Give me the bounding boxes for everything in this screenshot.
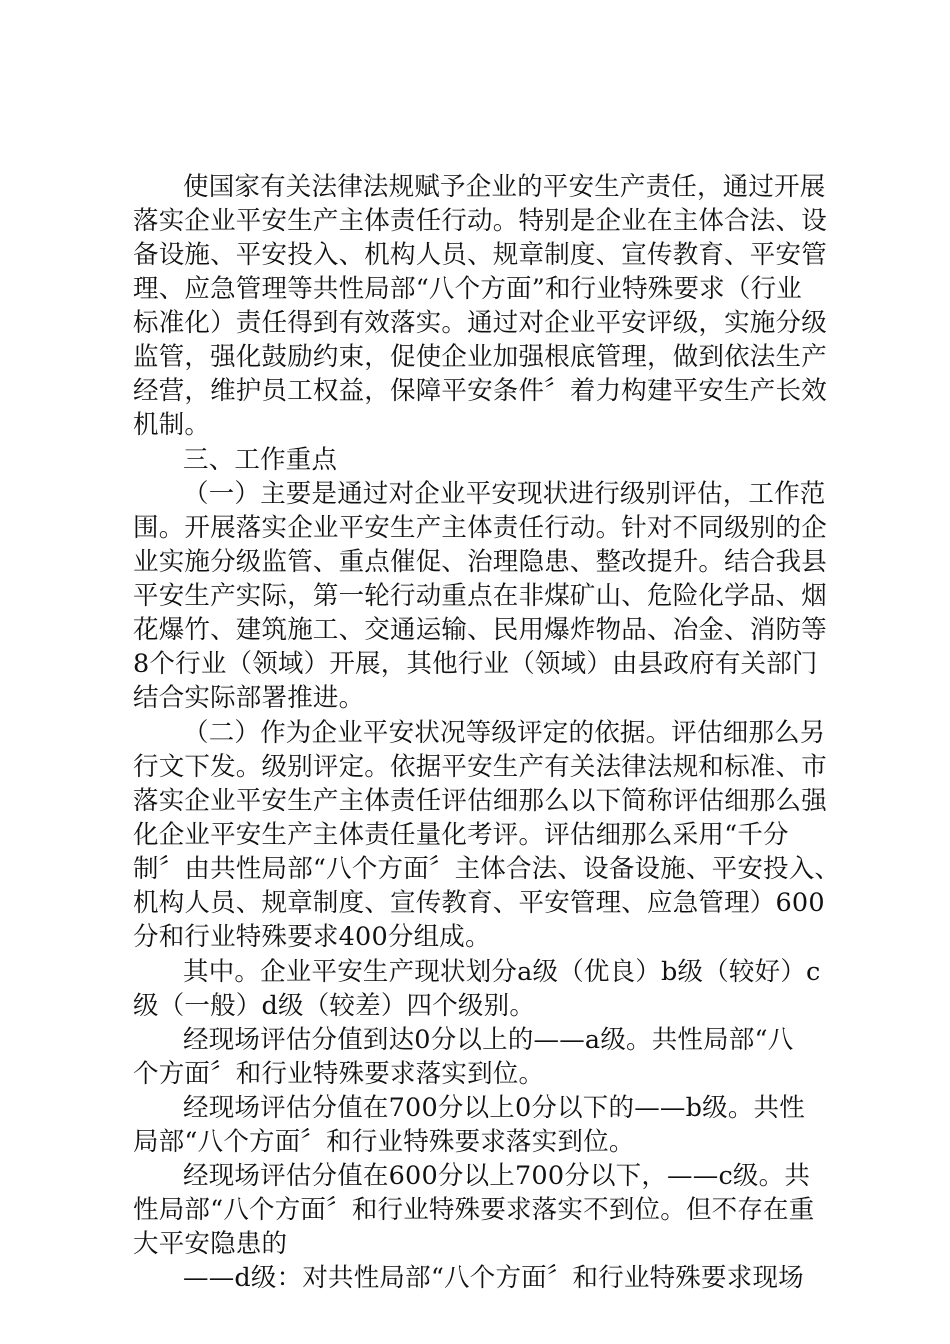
text-line: 化企业平安生产主体责任量化考评。评估细那么采用“千分 [133,820,789,850]
text-line: 8个行业（领域）开展，其他行业（领域）由县政府有关部门 [133,649,818,679]
text-line: 结合实际部署推进。 [133,683,365,713]
text-line: 平安生产实际，第一轮行动重点在非煤矿山、危险化学品、烟 [133,581,827,611]
text-line: 花爆竹、建筑施工、交通运输、民用爆炸物品、冶金、消防等 [133,615,827,645]
text-line: 局部“八个方面〞和行业特殊要求落实到位。 [133,1127,635,1157]
text-line: 机构人员、规章制度、宣传教育、平安管理、应急管理）600 [133,888,825,918]
text-line: 经现场评估分值到达0分以上的——a级。共性局部“八 [183,1025,794,1055]
text-line: 理、应急管理等共性局部“八个方面”和行业特殊要求（行业 [133,274,802,304]
text-line: 落实企业平安生产主体责任评估细那么以下简称评估细那么强 [133,786,827,816]
section-heading: 三、工作重点 [183,445,338,475]
text-line: 大平安隐患的 [133,1229,288,1259]
text-line: 围。开展落实企业平安生产主体责任行动。针对不同级别的企 [133,513,827,543]
text-line: 标准化）责任得到有效落实。通过对企业平安评级，实施分级 [133,308,827,338]
text-line: 备设施、平安投入、机构人员、规章制度、宣传教育、平安管 [133,240,827,270]
text-line: 个方面〞和行业特殊要求落实到位。 [133,1059,545,1089]
text-line: 经营，维护员工权益，保障平安条件〞着力构建平安生产长效 [133,376,827,406]
text-line: 分和行业特殊要求400分组成。 [133,922,491,952]
text-line: 机制。 [133,410,211,440]
text-line: 使国家有关法律法规赋予企业的平安生产责任，通过开展 [183,172,826,202]
text-line: 业实施分级监管、重点催促、治理隐患、整改提升。结合我县 [133,547,827,577]
text-line: 监管，强化鼓励约束，促使企业加强根底管理，做到依法生产 [133,342,827,372]
text-line: 性局部“八个方面〞和行业特殊要求落实不到位。但不存在重 [133,1195,815,1225]
text-line: （二）作为企业平安状况等级评定的依据。评估细那么另 [183,718,826,748]
text-line: 落实企业平安生产主体责任行动。特别是企业在主体合法、设 [133,206,827,236]
text-line: ——d级：对共性局部“八个方面〞和行业特殊要求现场 [183,1263,804,1293]
text-line: 行文下发。级别评定。依据平安生产有关法律法规和标准、市 [133,752,827,782]
text-line: 其中。企业平安生产现状划分a级（优良）b级（较好）c [183,957,821,987]
text-line: 级（一般）d级（较差）四个级别。 [133,991,536,1021]
text-line: （一）主要是通过对企业平安现状进行级别评估，工作范 [183,479,826,509]
text-line: 经现场评估分值在600分以上700分以下，——c级。共 [183,1161,811,1191]
text-line: 经现场评估分值在700分以上0分以下的——b级。共性 [183,1093,805,1123]
text-line: 制〞由共性局部“八个方面〞主体合法、设备设施、平安投入、 [133,854,841,884]
